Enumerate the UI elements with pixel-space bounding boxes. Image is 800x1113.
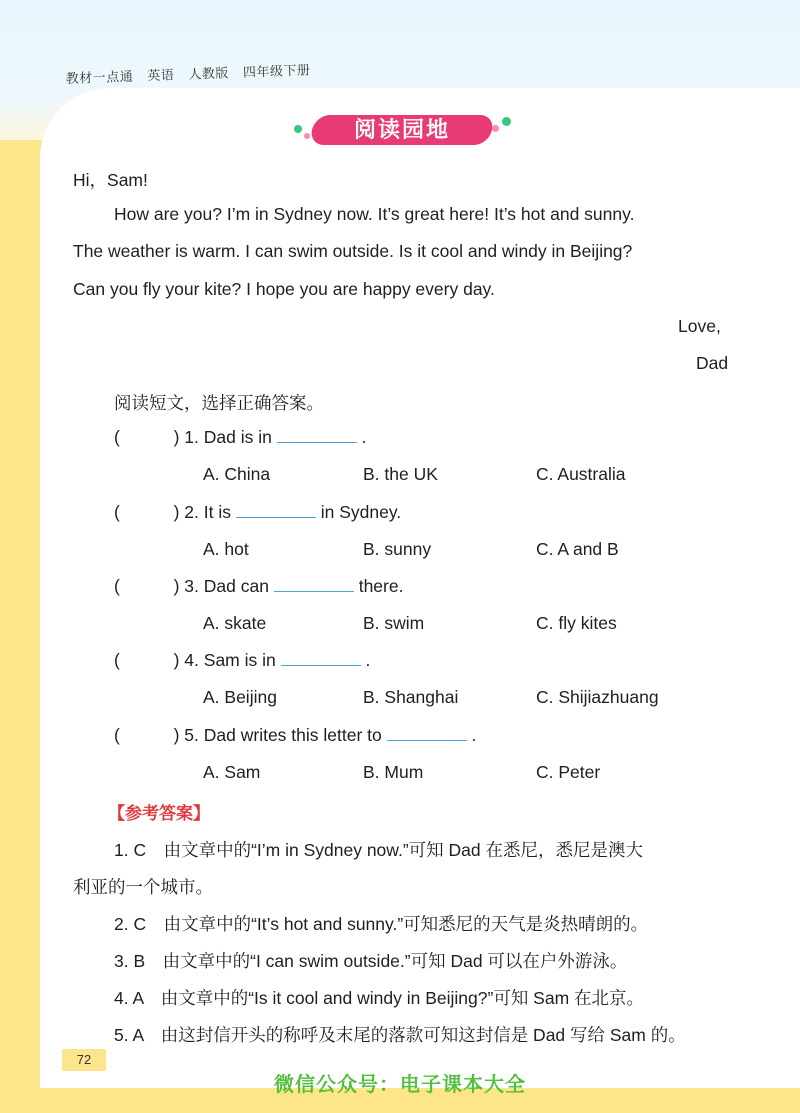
letter-signature: Dad bbox=[696, 353, 729, 373]
question-number: 4. bbox=[184, 650, 199, 670]
grade-name: 四年级下册 bbox=[242, 62, 311, 80]
book-name: 教材一点通 bbox=[65, 68, 134, 87]
option-a: A. hot bbox=[203, 539, 249, 559]
option-a: A. Beijing bbox=[203, 687, 277, 707]
option-b: B. swim bbox=[363, 613, 425, 633]
section-title-banner bbox=[292, 111, 512, 149]
letter-body-line: Can you fly your kite? I hope you are happy every day. bbox=[73, 279, 495, 299]
answer-paren-close: ) bbox=[173, 650, 180, 670]
question-text-end: there. bbox=[358, 576, 404, 596]
answer-paren-open: ( bbox=[114, 427, 120, 447]
question-number: 5. bbox=[184, 725, 199, 745]
question-text: Sam is in bbox=[203, 650, 276, 670]
decor-dot bbox=[502, 117, 511, 126]
edition-name: 人教版 bbox=[188, 65, 230, 82]
decor-dot bbox=[304, 133, 310, 139]
question-row bbox=[114, 502, 401, 523]
answer-heading: 【参考答案】 bbox=[108, 804, 210, 823]
answer-paren-close: ) bbox=[173, 725, 180, 745]
option-c: C. Peter bbox=[536, 762, 601, 782]
question-number: 3. bbox=[184, 576, 199, 596]
option-c: C. fly kites bbox=[536, 613, 617, 633]
letter-greeting: Hi，Sam! bbox=[73, 170, 148, 190]
fill-blank-line[interactable] bbox=[274, 590, 354, 592]
question-number: 1. bbox=[184, 427, 199, 447]
question-row bbox=[114, 576, 403, 597]
option-a: A. skate bbox=[203, 613, 267, 633]
question-text-end: . bbox=[471, 725, 477, 745]
question-text-end: . bbox=[361, 427, 367, 447]
option-c: C. Australia bbox=[536, 464, 626, 484]
option-c: C. A and B bbox=[536, 539, 619, 559]
option-a: A. Sam bbox=[203, 762, 261, 782]
answer-paren-open: ( bbox=[114, 650, 120, 670]
question-row bbox=[114, 650, 370, 671]
letter-body-line: The weather is warm. I can swim outside. Is it cool and windy in Beijing? bbox=[73, 241, 633, 261]
option-b: B. the UK bbox=[363, 464, 438, 484]
decor-dot bbox=[492, 125, 499, 132]
fill-blank-line[interactable] bbox=[387, 739, 467, 741]
subject-name: 英语 bbox=[147, 67, 175, 84]
answer-item: 4. A 由文章中的“Is it cool and windy in Beijing?”可知 Sam 在北京。 bbox=[114, 988, 645, 1008]
fill-blank-line[interactable] bbox=[281, 664, 361, 666]
answer-paren-close: ) bbox=[173, 427, 180, 447]
option-b: B. Shanghai bbox=[363, 687, 459, 707]
fill-blank-line[interactable] bbox=[277, 441, 357, 443]
letter-body-line: How are you? I’m in Sydney now. It’s great here! It’s hot and sunny. bbox=[114, 204, 635, 224]
option-c: C. Shijiazhuang bbox=[536, 687, 659, 707]
letter-closing: Love, bbox=[678, 316, 721, 336]
answer-paren-close: ) bbox=[173, 502, 180, 522]
instruction: 阅读短文，选择正确答案。 bbox=[114, 393, 324, 413]
answer-paren-open: ( bbox=[114, 576, 120, 596]
question-text: Dad writes this letter to bbox=[203, 725, 382, 745]
section-title: 阅读园地 bbox=[353, 117, 450, 142]
question-text: Dad can bbox=[203, 576, 269, 596]
question-text: Dad is in bbox=[203, 427, 272, 447]
answer-paren-open: ( bbox=[114, 502, 120, 522]
question-number: 2. bbox=[184, 502, 199, 522]
question-text-end: in Sydney. bbox=[320, 502, 402, 522]
question-text: It is bbox=[203, 502, 231, 522]
fill-blank-line[interactable] bbox=[236, 516, 316, 518]
answer-item: 1. C 由文章中的“I’m in Sydney now.”可知 Dad 在悉尼，悉尼是澳大 bbox=[114, 840, 643, 860]
answer-paren-close: ) bbox=[173, 576, 180, 596]
watermark-text: 微信公众号：电子课本大全 bbox=[274, 1074, 526, 1096]
answer-item: 5. A 由这封信开头的称呼及末尾的落款可知这封信是 Dad 写给 Sam 的。 bbox=[114, 1025, 686, 1045]
question-row bbox=[114, 725, 476, 746]
answer-item-continued: 利亚的一个城市。 bbox=[73, 877, 213, 897]
page-number: 72 bbox=[62, 1049, 106, 1071]
answer-item: 2. C 由文章中的“It’s hot and sunny.”可知悉尼的天气是炎热晴朗的。 bbox=[114, 914, 649, 934]
decor-dot bbox=[294, 125, 302, 133]
option-b: B. sunny bbox=[363, 539, 432, 559]
answer-paren-open: ( bbox=[114, 725, 120, 745]
question-row bbox=[114, 427, 366, 448]
option-a: A. China bbox=[203, 464, 271, 484]
answer-item: 3. B 由文章中的“I can swim outside.”可知 Dad 可以在户外游泳。 bbox=[114, 951, 628, 971]
option-b: B. Mum bbox=[363, 762, 424, 782]
question-text-end: . bbox=[365, 650, 371, 670]
